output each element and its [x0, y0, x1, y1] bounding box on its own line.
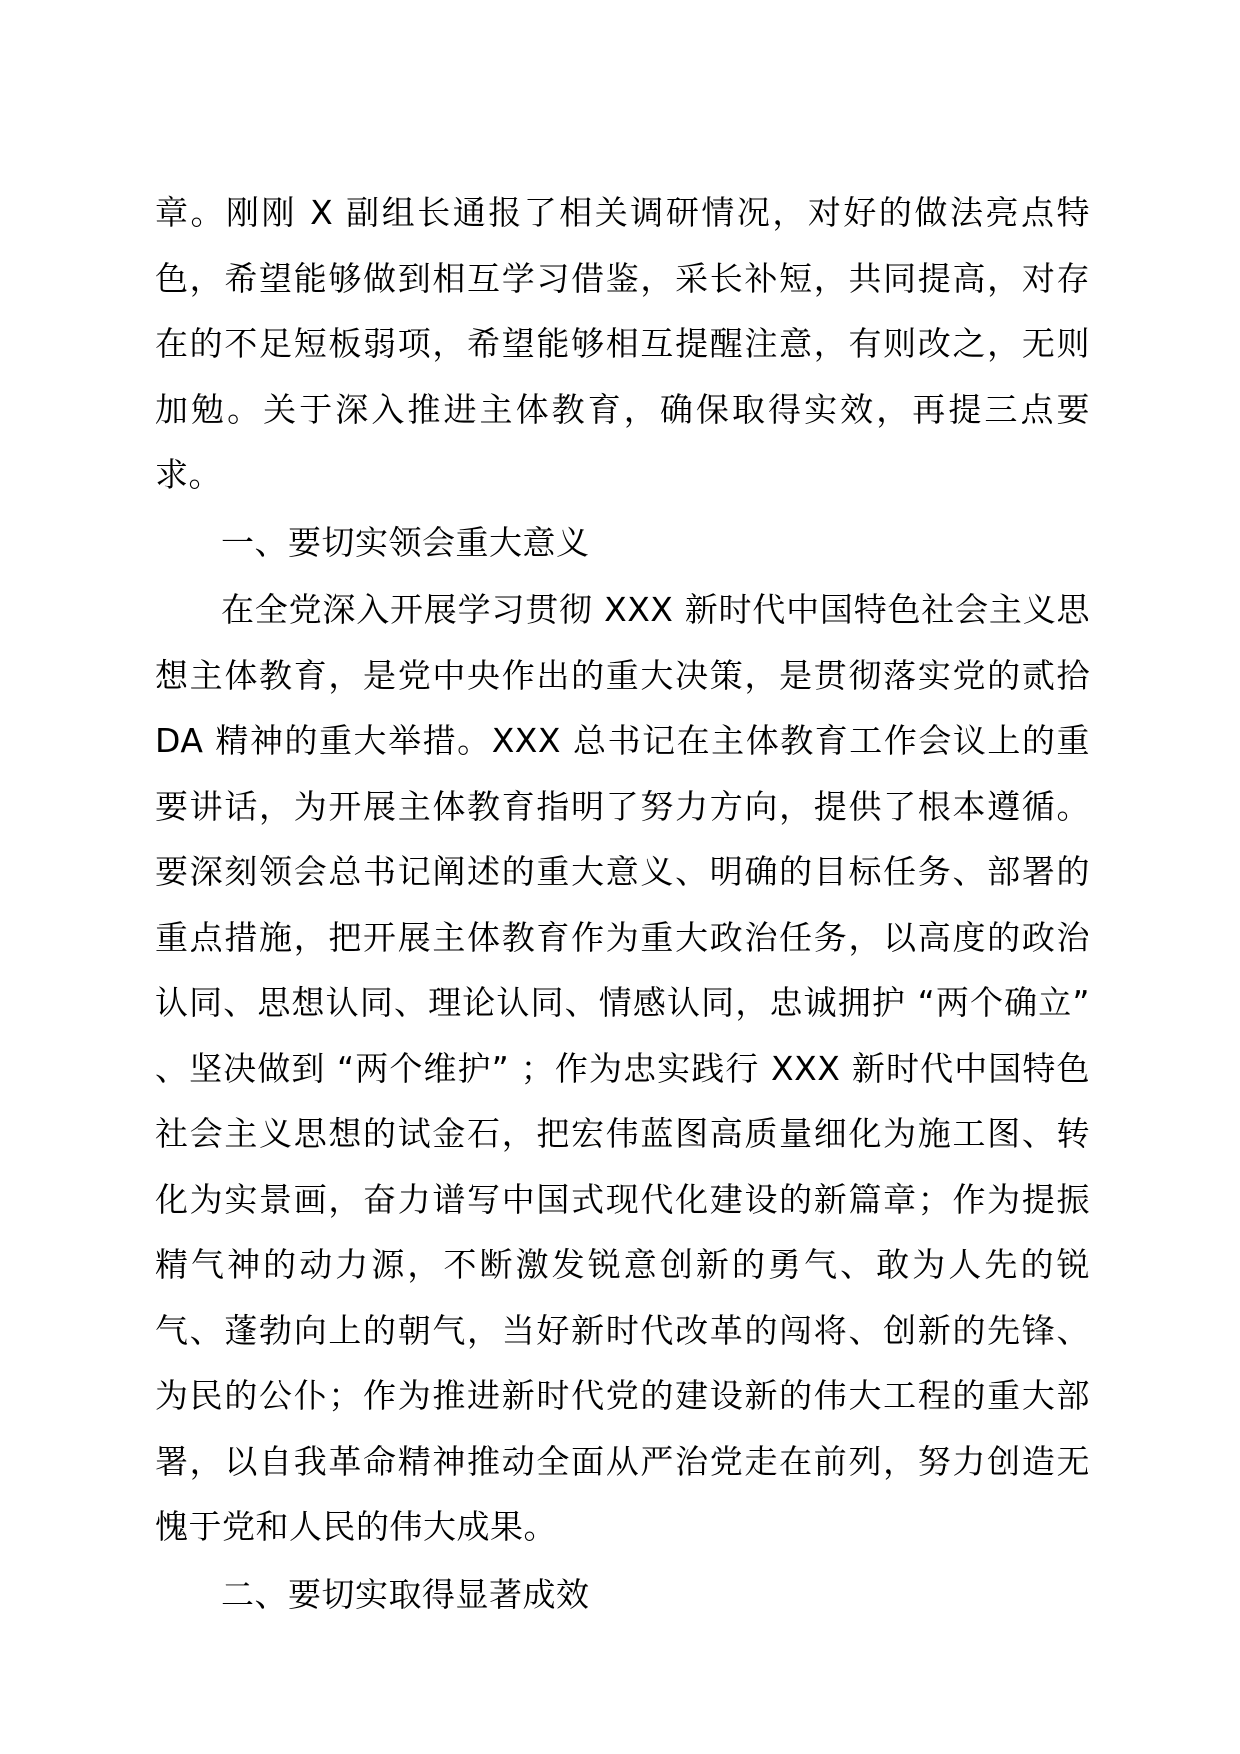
document-page	[155, 180, 1090, 1627]
section-heading-2: 二、要切实取得显著成效	[221, 1574, 590, 1614]
section-heading-1: 一、要切实领会重大意义	[221, 522, 590, 562]
paragraph-body-1: 在全党深入开展学习贯彻 XXX 新时代中国特色社会主义思想主体教育，是党中央作出的重大决策，是贯彻落实党的贰拾 DA 精神的重大举措。XXX 总书记在主体教育工作会议上的重要讲话，为开展主体教育指明了努力方向，提供了根本遵循。要深刻领会总书记阐述的重大意义、明确的目标任务、部署的重点措施，把开展主体教育作为重大政治任务，以高度的政治认同、思想认同、理论认同、情感认同，忠诚拥护 “两个确立” 、坚决做到 “两个维护” ；作为忠实践行 XXX 新时代中国特色社会主义思想的试金石，把宏伟蓝图高质量细化为施工图、转化为实景画，奋力谱写中国式现代化建设的新篇章；作为提振精气神的动力源，不断激发锐意创新的勇气、敢为人先的锐气、蓬勃向上的朝气，当好新时代改革的闯将、创新的先锋、为民的公仆；作为推进新时代党的建设新的伟大工程的重大部署，以自我革命精神推动全面从严治党走在前列，努力创造无愧于党和人民的伟大成果。	[155, 590, 1090, 1546]
paragraph-continuation: 章。刚刚 X 副组长通报了相关调研情况，对好的做法亮点特色，希望能够做到相互学习借鉴，采长补短，共同提高，对存在的不足短板弱项，希望能够相互提醒注意，有则改之，无则加勉。关于深入推进主体教育，确保取得实效，再提三点要求。	[155, 193, 1090, 494]
